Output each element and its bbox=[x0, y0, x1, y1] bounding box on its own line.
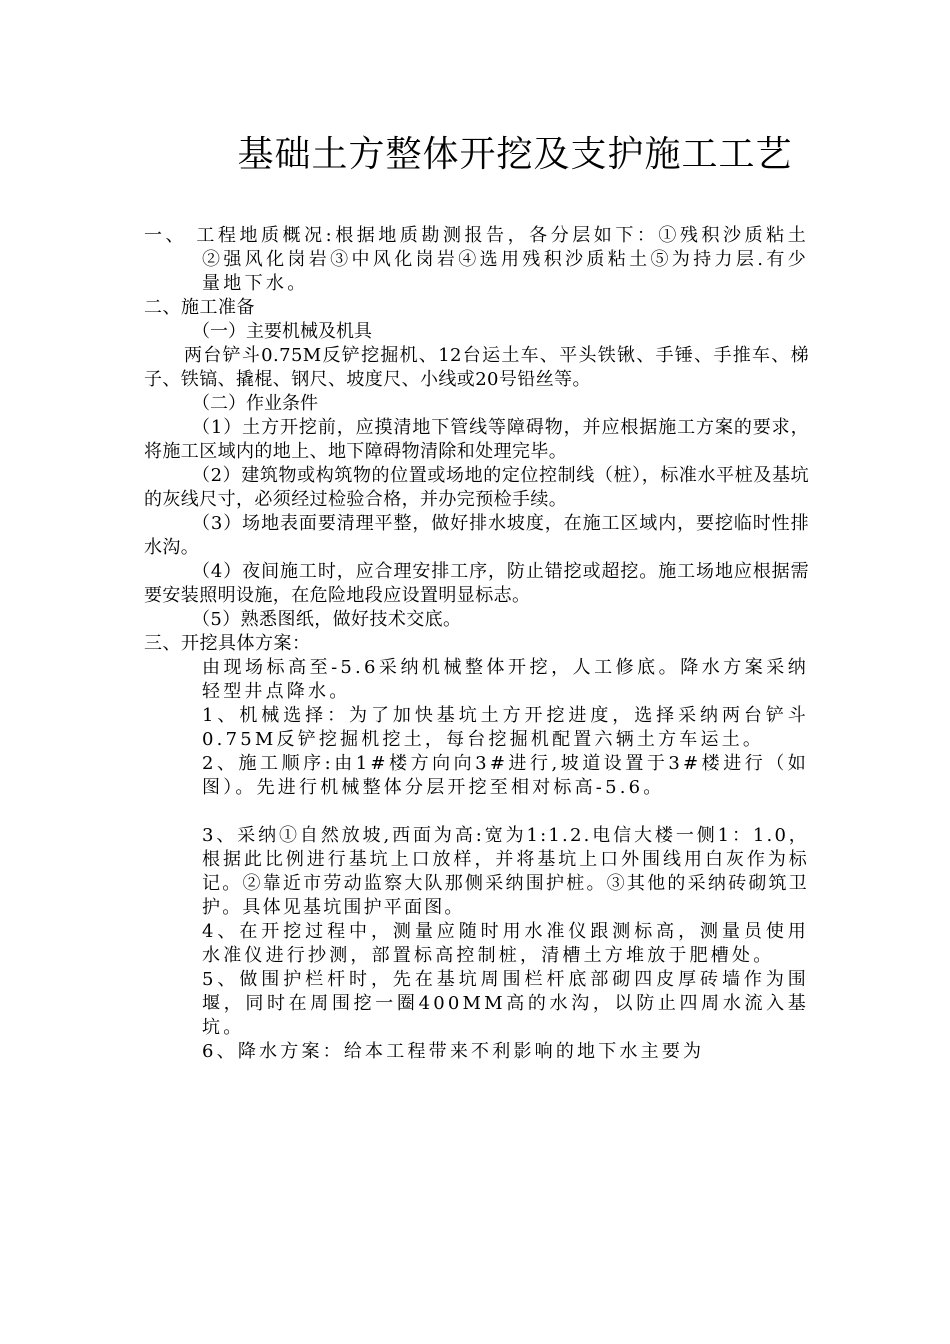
excavation-intro-paragraph: 由现场标高至-5.6采纳机械整体开挖，人工修底。降水方案采纳轻型井点降水。 bbox=[202, 657, 809, 702]
condition-item-1: （1）土方开挖前，应摸清地下管线等障碍物，并应根据施工方案的要求，将施工区域内的地上、地下障碍物清除和处理完毕。 bbox=[144, 417, 809, 462]
excavation-item-3: 3、采纳①自然放坡,西面为高:宽为1:1.2.电信大楼一侧1：1.0，根据此比例进行基坑上口放样，并将基坑上口外围线用白灰作为标记。②靠近市劳动监察大队那侧采纳围护桩。③其他的采纳砖砌筑卫护。具体见基坑围护平面图。 bbox=[202, 825, 809, 918]
machinery-list-paragraph: 两台铲斗0.75M反铲挖掘机、12台运土车、平头铁锹、手锤、手推车、梯子、铁镐、撬棍、钢尺、坡度尺、小线或20号铅丝等。 bbox=[144, 345, 809, 390]
section-1-geology: 一、 工程地质概况:根据地质勘测报告，各分层如下：①残积沙质粘土②强风化岗岩③中风化岗岩④选用残积沙质粘土⑤为持力层.有少量地下水。 bbox=[144, 225, 809, 294]
section-2-heading: 二、施工准备 bbox=[144, 297, 255, 318]
condition-item-3: （3）场地表面要清理平整，做好排水坡度，在施工区域内，要挖临时性排水沟。 bbox=[144, 513, 809, 558]
condition-item-4: （4）夜间施工时，应合理安排工序，防止错挖或超挖。施工场地应根据需要安装照明设施，在危险地段应设置明显标志。 bbox=[144, 561, 809, 606]
condition-item-5: （5）熟悉图纸，做好技术交底。 bbox=[192, 609, 462, 630]
document-body bbox=[144, 224, 809, 1064]
excavation-item-1: 1、机械选择：为了加快基坑土方开挖进度，选择采纳两台铲斗0.75M反铲挖掘机挖土，每台挖掘机配置六辆土方车运土。 bbox=[202, 705, 809, 750]
section-2-subheading-machinery: （一）主要机械及机具 bbox=[192, 321, 372, 342]
excavation-item-6: 6、降水方案：给本工程带来不利影响的地下水主要为 bbox=[202, 1041, 705, 1062]
excavation-item-5: 5、做围护栏杆时，先在基坑周围栏杆底部砌四皮厚砖墙作为围堰，同时在周围挖一圈400MM高的水沟，以防止四周水流入基坑。 bbox=[202, 969, 809, 1038]
condition-item-2: （2）建筑物或构筑物的位置或场地的定位控制线（桩），标准水平桩及基坑的灰线尺寸，必须经过检验合格，并办完预检手续。 bbox=[144, 465, 809, 510]
paragraph-gap bbox=[144, 800, 809, 824]
excavation-item-4: 4、在开挖过程中，测量应随时用水准仪跟测标高，测量员使用水准仪进行抄测，部置标高控制桩，清槽土方堆放于肥槽处。 bbox=[202, 921, 809, 966]
document-title: 基础土方整体开挖及支护施工工艺 bbox=[237, 134, 793, 175]
section-3-heading: 三、开挖具体方案： bbox=[144, 633, 311, 654]
excavation-item-2: 2、施工顺序:由1#楼方向向3#进行,坡道设置于3#楼进行（如图）。先进行机械整体分层开挖至相对标高-5.6。 bbox=[202, 753, 809, 798]
section-2-subheading-conditions: （二）作业条件 bbox=[192, 393, 318, 414]
